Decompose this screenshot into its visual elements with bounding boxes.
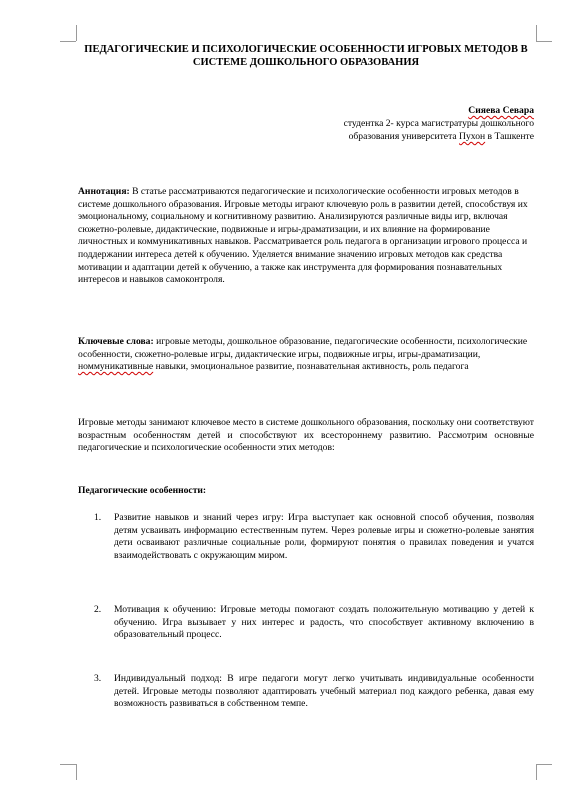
intro-paragraph: Игровые методы занимают ключевое место в системе дошкольного образования, поскольку они соответствуют возрастным особенностям детей и способствуют их всестороннему развитию. Рассмотрим основные педагогические и психологические особенности этих методов: [78,417,534,454]
crop-mark-top-right-horizontal [536,41,552,42]
list-item-number: 2. [94,604,102,615]
abstract-paragraph [78,186,534,287]
abstract-text: В статье рассматриваются педагогические и психологические особенности игровых методов в системе дошкольного образования. Игровые методы играют ключевую роль в развитии детей, способствуя их эмоциональному, социальному и когнитивному развитию. Анализируются различные виды игр, включая сюжетно-ролевые, дидактические, подвижные и игры-драматизации, и их влияние на формирование личностных и коммуникативных навыков. Рассматривается роль педагога в организации игрового процесса и поддержании интереса детей к обучению. Уделяется внимание значению игровых методов как средства мотивации и адаптации детей к обучению, а также как инструмента для формирования познавательных интересов и навыков самоконтроля. [78,186,528,286]
keywords-text-after: навыки, эмоциональное развитие, познавательная активность, роль педагога [153,361,469,373]
list-item-text: Мотивация к обучению: Игровые методы помогают создать положительную мотивацию у детей к обучению. Игра вызывает у них интерес и радость, что способствует активному включению в образовательный процесс. [114,604,534,641]
list-item-number: 3. [94,673,102,684]
crop-mark-top-left-vertical [76,25,77,41]
crop-mark-bottom-left-vertical [76,764,77,780]
list-item-text: Развитие навыков и знаний через игру: Игра выступает как основной способ обучения, позволяя детям усваивать информацию естественным путем. Через ролевые игры и сюжетно-ролевые занятия дети осваивают различные социальные роли, формируют понятия о правилах поведения и учатся взаимодействовать с окружающим миром. [114,512,534,561]
author-name: Сияева Севара [468,105,534,116]
crop-mark-bottom-left-horizontal [60,764,76,765]
author-affiliation-line-1: студентка 2- курса магистратуры дошкольного [343,118,534,129]
section-heading-pedagogical: Педагогические особенности: [78,485,207,496]
crop-mark-bottom-right-vertical [536,764,537,780]
author-affiliation-line-2 [234,130,534,143]
list-item-text: Индивидуальный подход: В игре педагоги могут легко учитывать индивидуальные особенности детей. Игровые методы позволяют адаптировать учебный материал под каждого ребенка, давая ему возможность развиваться в собственном темпе. [114,673,534,710]
list-item-number: 1. [94,512,102,523]
keywords-marked-word: номмуникативные [78,361,154,373]
crop-mark-bottom-right-horizontal [536,764,552,765]
crop-mark-top-right-vertical [536,25,537,41]
affiliation-text-after: в Ташкенте [485,131,534,142]
author-block [234,104,534,143]
keywords-label: Ключевые слова: [78,336,154,347]
document-title: ПЕДАГОГИЧЕСКИЕ И ПСИХОЛОГИЧЕСКИЕ ОСОБЕННОСТИ ИГРОВЫХ МЕТОДОВ В СИСТЕМЕ ДОШКОЛЬНОГО ОБРАЗОВАНИЯ [84,44,528,68]
keywords-text-before: игровые методы, дошкольное образование, педагогические особенности, психологические особенности, сюжетно-ролевые игры, дидактические игры, подвижные игры, игры-драматизации, [78,336,528,360]
crop-mark-top-left-horizontal [60,41,76,42]
affiliation-marked-word: Пухон [459,131,486,142]
keywords-paragraph [78,336,534,374]
affiliation-text-before: образования университета [348,131,460,142]
abstract-label: Аннотация: [78,186,130,197]
